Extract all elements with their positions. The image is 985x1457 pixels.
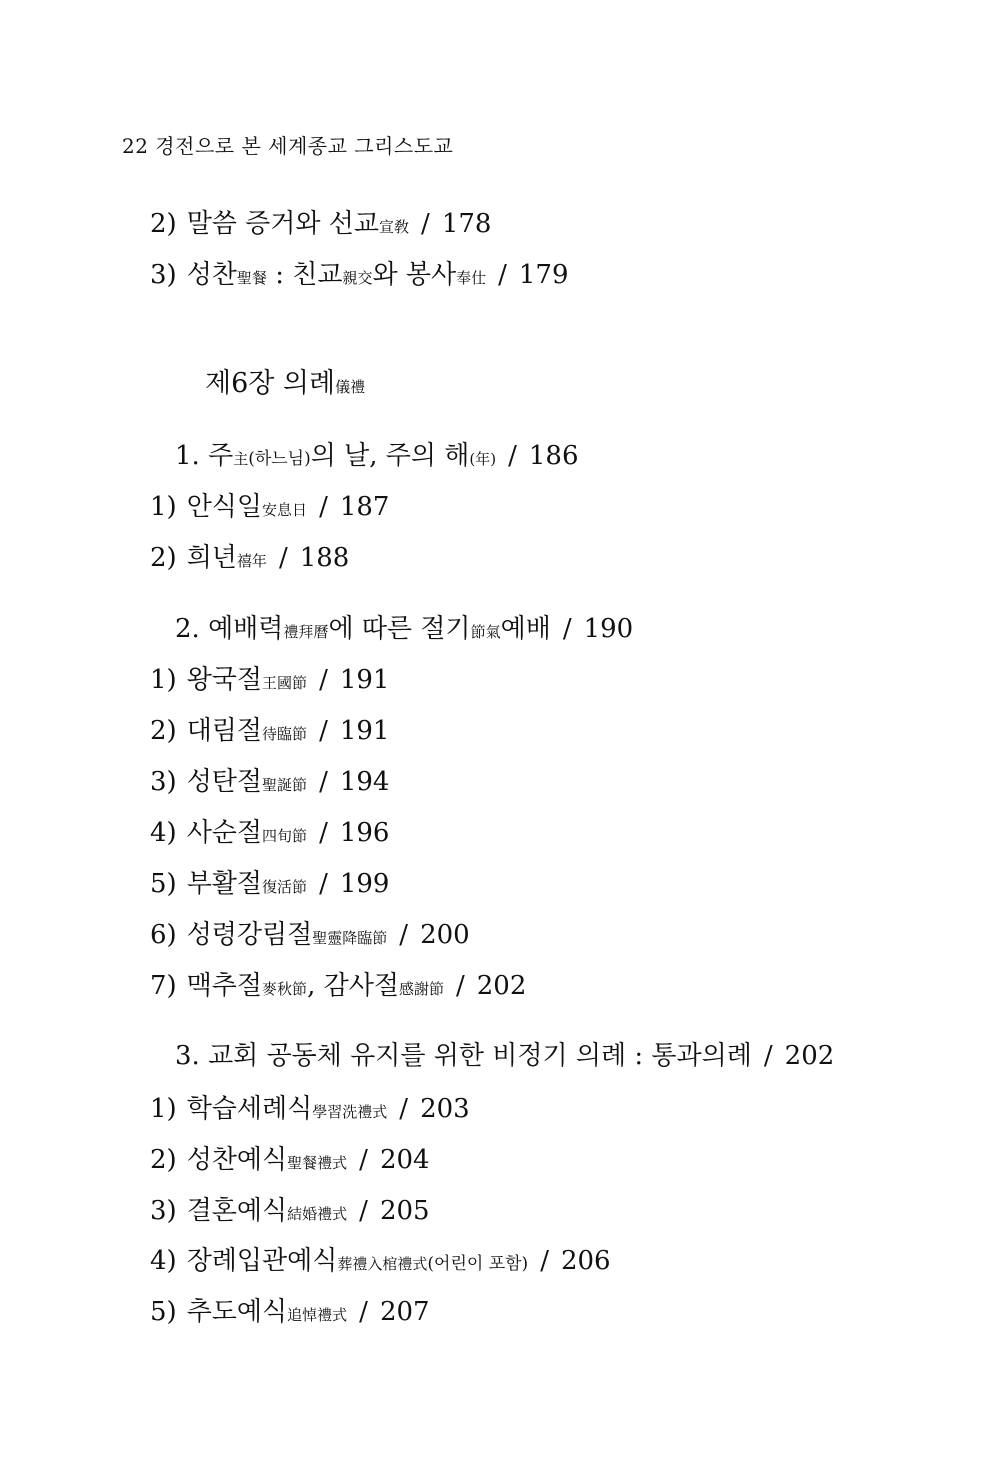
section-title: 3. 교회 공동체 유지를 위한 비정기 의례 : 통과의례 bbox=[175, 1041, 752, 1071]
separator: / bbox=[319, 716, 328, 746]
section-heading bbox=[175, 613, 633, 648]
entry-number: 4) bbox=[150, 1246, 177, 1276]
section-page: 190 bbox=[583, 614, 634, 644]
separator: / bbox=[421, 209, 430, 239]
separator: / bbox=[763, 1041, 773, 1071]
section-title: 2. 예배력 bbox=[175, 614, 284, 644]
entry-hanja: 宣敎 bbox=[379, 218, 410, 236]
section-title: 1. 주 bbox=[175, 441, 234, 471]
entry-title: 추도예식 bbox=[186, 1297, 288, 1327]
section-page: 202 bbox=[784, 1041, 835, 1071]
entry-title: 왕국절 bbox=[186, 665, 263, 695]
entry-page: 191 bbox=[339, 665, 390, 695]
separator: / bbox=[399, 1094, 409, 1124]
toc-entry bbox=[150, 1195, 430, 1230]
entry-page: 207 bbox=[379, 1297, 430, 1327]
toc-entry bbox=[150, 868, 389, 903]
entry-title: 안식일 bbox=[186, 492, 263, 522]
section-hanja: (年) bbox=[469, 450, 497, 468]
entry-page: 178 bbox=[441, 209, 492, 239]
entry-number: 1) bbox=[150, 1094, 177, 1124]
section-heading bbox=[175, 1040, 834, 1072]
entry-page: 191 bbox=[339, 716, 390, 746]
entry-title: : 친교 bbox=[266, 260, 343, 290]
entry-page: 199 bbox=[339, 869, 390, 899]
entry-title: 결혼예식 bbox=[186, 1196, 288, 1226]
separator: / bbox=[562, 614, 572, 644]
separator: / bbox=[359, 1145, 368, 1175]
entry-page: 206 bbox=[560, 1246, 611, 1276]
separator: / bbox=[319, 767, 328, 797]
entry-hanja: 王國節 bbox=[262, 674, 308, 692]
entry-number: 6) bbox=[150, 920, 177, 950]
toc-entry bbox=[150, 664, 389, 699]
running-head: 22 경전으로 본 세계종교 그리스도교 bbox=[122, 134, 454, 158]
entry-page: 204 bbox=[379, 1145, 430, 1175]
entry-page: 194 bbox=[339, 767, 390, 797]
entry-number: 3) bbox=[150, 767, 177, 797]
entry-title: 성령강림절 bbox=[186, 920, 313, 950]
separator: / bbox=[540, 1246, 549, 1276]
entry-page: 196 bbox=[339, 818, 390, 848]
entry-title: 와 봉사 bbox=[372, 260, 457, 290]
toc-entry bbox=[150, 542, 349, 577]
entry-number: 4) bbox=[150, 818, 177, 848]
toc-entry bbox=[150, 1245, 611, 1280]
toc-entry bbox=[150, 1093, 470, 1128]
toc-entry bbox=[150, 817, 389, 852]
entry-page: 200 bbox=[420, 920, 470, 950]
entry-hanja: 復活節 bbox=[262, 878, 308, 896]
entry-title: 장례입관예식 bbox=[186, 1246, 338, 1276]
separator: / bbox=[319, 869, 328, 899]
separator: / bbox=[359, 1297, 368, 1327]
section-hanja: 主 bbox=[233, 450, 249, 468]
entry-hanja: 聖靈降臨節 bbox=[312, 929, 388, 947]
entry-title: 말씀 증거와 선교 bbox=[186, 209, 380, 239]
entry-hanja: 感謝節 bbox=[398, 980, 444, 998]
entry-title: 대림절 bbox=[186, 716, 263, 746]
entry-title: 사순절 bbox=[186, 818, 263, 848]
entry-title: , 감사절 bbox=[307, 971, 399, 1001]
toc-entry bbox=[150, 970, 526, 1005]
entry-number: 2) bbox=[150, 209, 177, 239]
entry-page: 187 bbox=[339, 492, 390, 522]
entry-page: 179 bbox=[518, 260, 569, 290]
entry-title: 부활절 bbox=[186, 869, 263, 899]
toc-entry bbox=[150, 919, 470, 954]
entry-number: 5) bbox=[150, 869, 177, 899]
entry-number: 1) bbox=[150, 665, 177, 695]
toc-entry bbox=[150, 1144, 430, 1179]
separator: / bbox=[319, 492, 328, 522]
section-title: 예배 bbox=[500, 614, 551, 644]
chapter-heading bbox=[205, 368, 365, 403]
toc-entry bbox=[150, 259, 569, 294]
chapter-title: 제6장 의례 bbox=[205, 368, 336, 399]
entry-page: 203 bbox=[420, 1094, 470, 1124]
section-heading bbox=[175, 440, 579, 475]
separator: / bbox=[319, 818, 328, 848]
entry-title: 학습세례식 bbox=[186, 1094, 313, 1124]
separator: / bbox=[508, 441, 517, 471]
entry-hanja: 待臨節 bbox=[262, 725, 308, 743]
entry-number: 2) bbox=[150, 716, 177, 746]
entry-hanja: 結婚禮式 bbox=[287, 1205, 348, 1223]
entry-number: 3) bbox=[150, 260, 177, 290]
separator: / bbox=[319, 665, 328, 695]
entry-hanja: 奉仕 bbox=[456, 269, 487, 287]
entry-hanja: 禧年 bbox=[236, 552, 267, 570]
chapter-hanja: 儀禮 bbox=[335, 378, 366, 396]
entry-hanja: 學習洗禮式 bbox=[312, 1103, 388, 1121]
section-title: 에 따른 절기 bbox=[328, 614, 471, 644]
entry-hanja: 安息日 bbox=[262, 501, 308, 519]
separator: / bbox=[278, 543, 288, 573]
entry-title: 맥추절 bbox=[186, 971, 263, 1001]
entry-title: 성탄절 bbox=[186, 767, 263, 797]
toc-entry bbox=[150, 491, 389, 526]
entry-hanja: 葬禮入棺禮式 bbox=[337, 1255, 428, 1273]
entry-hanja: 四旬節 bbox=[262, 827, 308, 845]
entry-page: 202 bbox=[476, 971, 527, 1001]
entry-number: 2) bbox=[150, 1145, 177, 1175]
entry-number: 7) bbox=[150, 971, 177, 1001]
entry-title: 성찬 bbox=[186, 260, 237, 290]
entry-page: 205 bbox=[379, 1196, 430, 1226]
section-page: 186 bbox=[528, 441, 579, 471]
entry-page: 188 bbox=[299, 543, 350, 573]
entry-hanja: 聖餐 bbox=[236, 269, 267, 287]
entry-title: 희년 bbox=[186, 543, 237, 573]
section-hanja: 節氣 bbox=[470, 623, 501, 641]
section-title: 의 날, 주의 해 bbox=[310, 441, 470, 471]
section-hanja: 禮拜曆 bbox=[283, 623, 329, 641]
entry-note: (어린이 포함) bbox=[427, 1254, 529, 1274]
toc-entry bbox=[150, 715, 389, 750]
separator: / bbox=[359, 1196, 368, 1226]
entry-number: 5) bbox=[150, 1297, 177, 1327]
entry-hanja: 親交 bbox=[342, 269, 373, 287]
section-note: (하느님) bbox=[248, 449, 311, 469]
entry-number: 1) bbox=[150, 492, 177, 522]
toc-entry bbox=[150, 766, 389, 801]
separator: / bbox=[399, 920, 409, 950]
toc-entry bbox=[150, 208, 491, 243]
entry-hanja: 追悼禮式 bbox=[287, 1306, 348, 1324]
toc-entry bbox=[150, 1296, 430, 1331]
separator: / bbox=[455, 971, 465, 1001]
entry-hanja: 麥秋節 bbox=[262, 980, 308, 998]
entry-hanja: 聖餐禮式 bbox=[287, 1154, 348, 1172]
entry-title: 성찬예식 bbox=[186, 1145, 288, 1175]
entry-hanja: 聖誕節 bbox=[262, 776, 308, 794]
entry-number: 2) bbox=[150, 543, 177, 573]
entry-number: 3) bbox=[150, 1196, 177, 1226]
separator: / bbox=[498, 260, 507, 290]
